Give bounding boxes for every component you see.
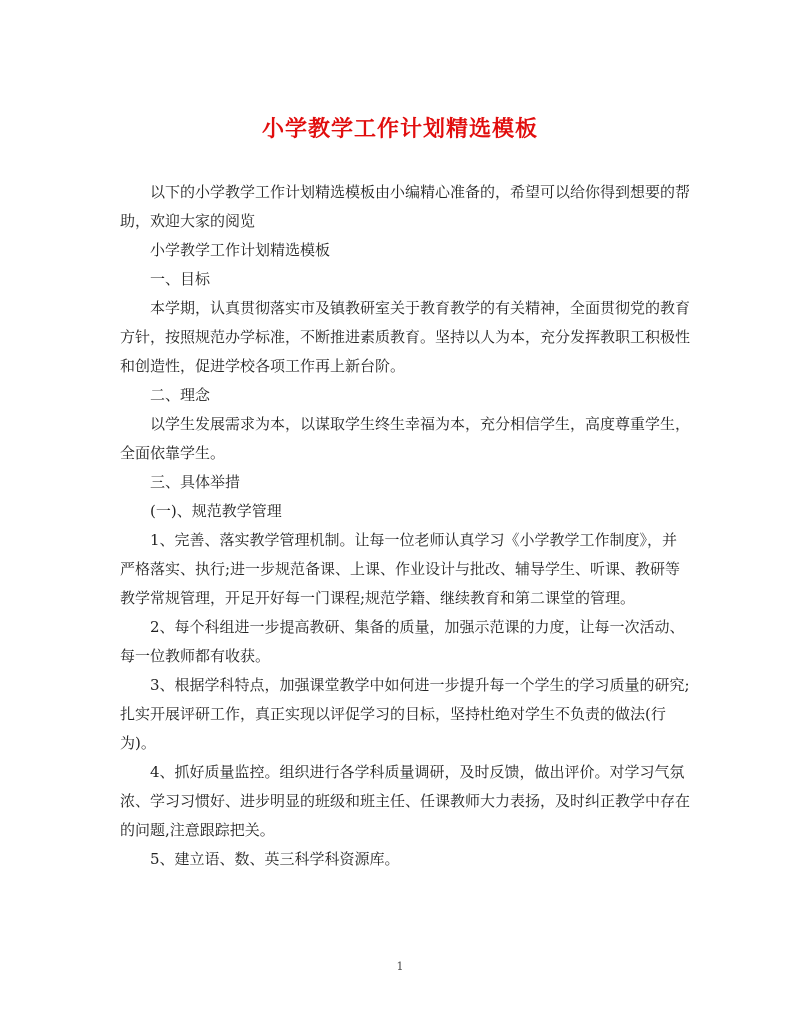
- list-item-2: 2、每个科组进一步提高教研、集备的质量，加强示范课的力度，让每一次活动、每一位教师都有收获。: [120, 618, 685, 665]
- paragraph-goals: 本学期，认真贯彻落实市及镇教研室关于教育教学的有关精神，全面贯彻党的教育方针，按照规范办学标准，不断推进素质教育。坚持以人为本，充分发挥教职工积极性和创造性，促进学校各项工作再上新台阶。: [120, 299, 691, 375]
- page-number: 1: [396, 960, 404, 973]
- paragraph-intro: 以下的小学教学工作计划精选模板由小编精心准备的，希望可以给你得到想要的帮助，欢迎大家的阅览: [120, 183, 691, 230]
- section-heading-measures: 三、具体举措: [150, 473, 241, 491]
- paragraph-subtitle: 小学教学工作计划精选模板: [150, 241, 331, 259]
- list-item-1: 1、完善、落实教学管理机制。让每一位老师认真学习《小学教学工作制度》，并严格落实、执行;进一步规范备课、上课、作业设计与批改、辅导学生、听课、教研等教学常规管理，开足开好每一门课程;规范学籍、继续教育和第二课堂的管理。: [120, 531, 681, 607]
- paragraph-philosophy: 以学生发展需求为本，以谋取学生终生幸福为本，充分相信学生，高度尊重学生，全面依靠学生。: [120, 415, 691, 462]
- list-item-5: 5、建立语、数、英三科学科资源库。: [150, 850, 400, 868]
- section-heading-goals: 一、目标: [150, 270, 211, 288]
- section-heading-philosophy: 二、理念: [150, 386, 211, 404]
- document-title: 小学教学工作计划精选模板: [261, 116, 538, 142]
- subsection-heading-management: (一)、规范教学管理: [150, 502, 282, 520]
- list-item-4: 4、抓好质量监控。组织进行各学科质量调研，及时反馈，做出评价。对学习气氛浓、学习习惯好、进步明显的班级和班主任、任课教师大力表扬，及时纠正教学中存在的问题,注意跟踪把关。: [120, 763, 691, 839]
- list-item-3: 3、根据学科特点，加强课堂教学中如何进一步提升每一个学生的学习质量的研究;扎实开展评研工作，真正实现以评促学习的目标，坚持杜绝对学生不负责的做法(行为)。: [120, 676, 690, 752]
- document-body: [120, 178, 690, 874]
